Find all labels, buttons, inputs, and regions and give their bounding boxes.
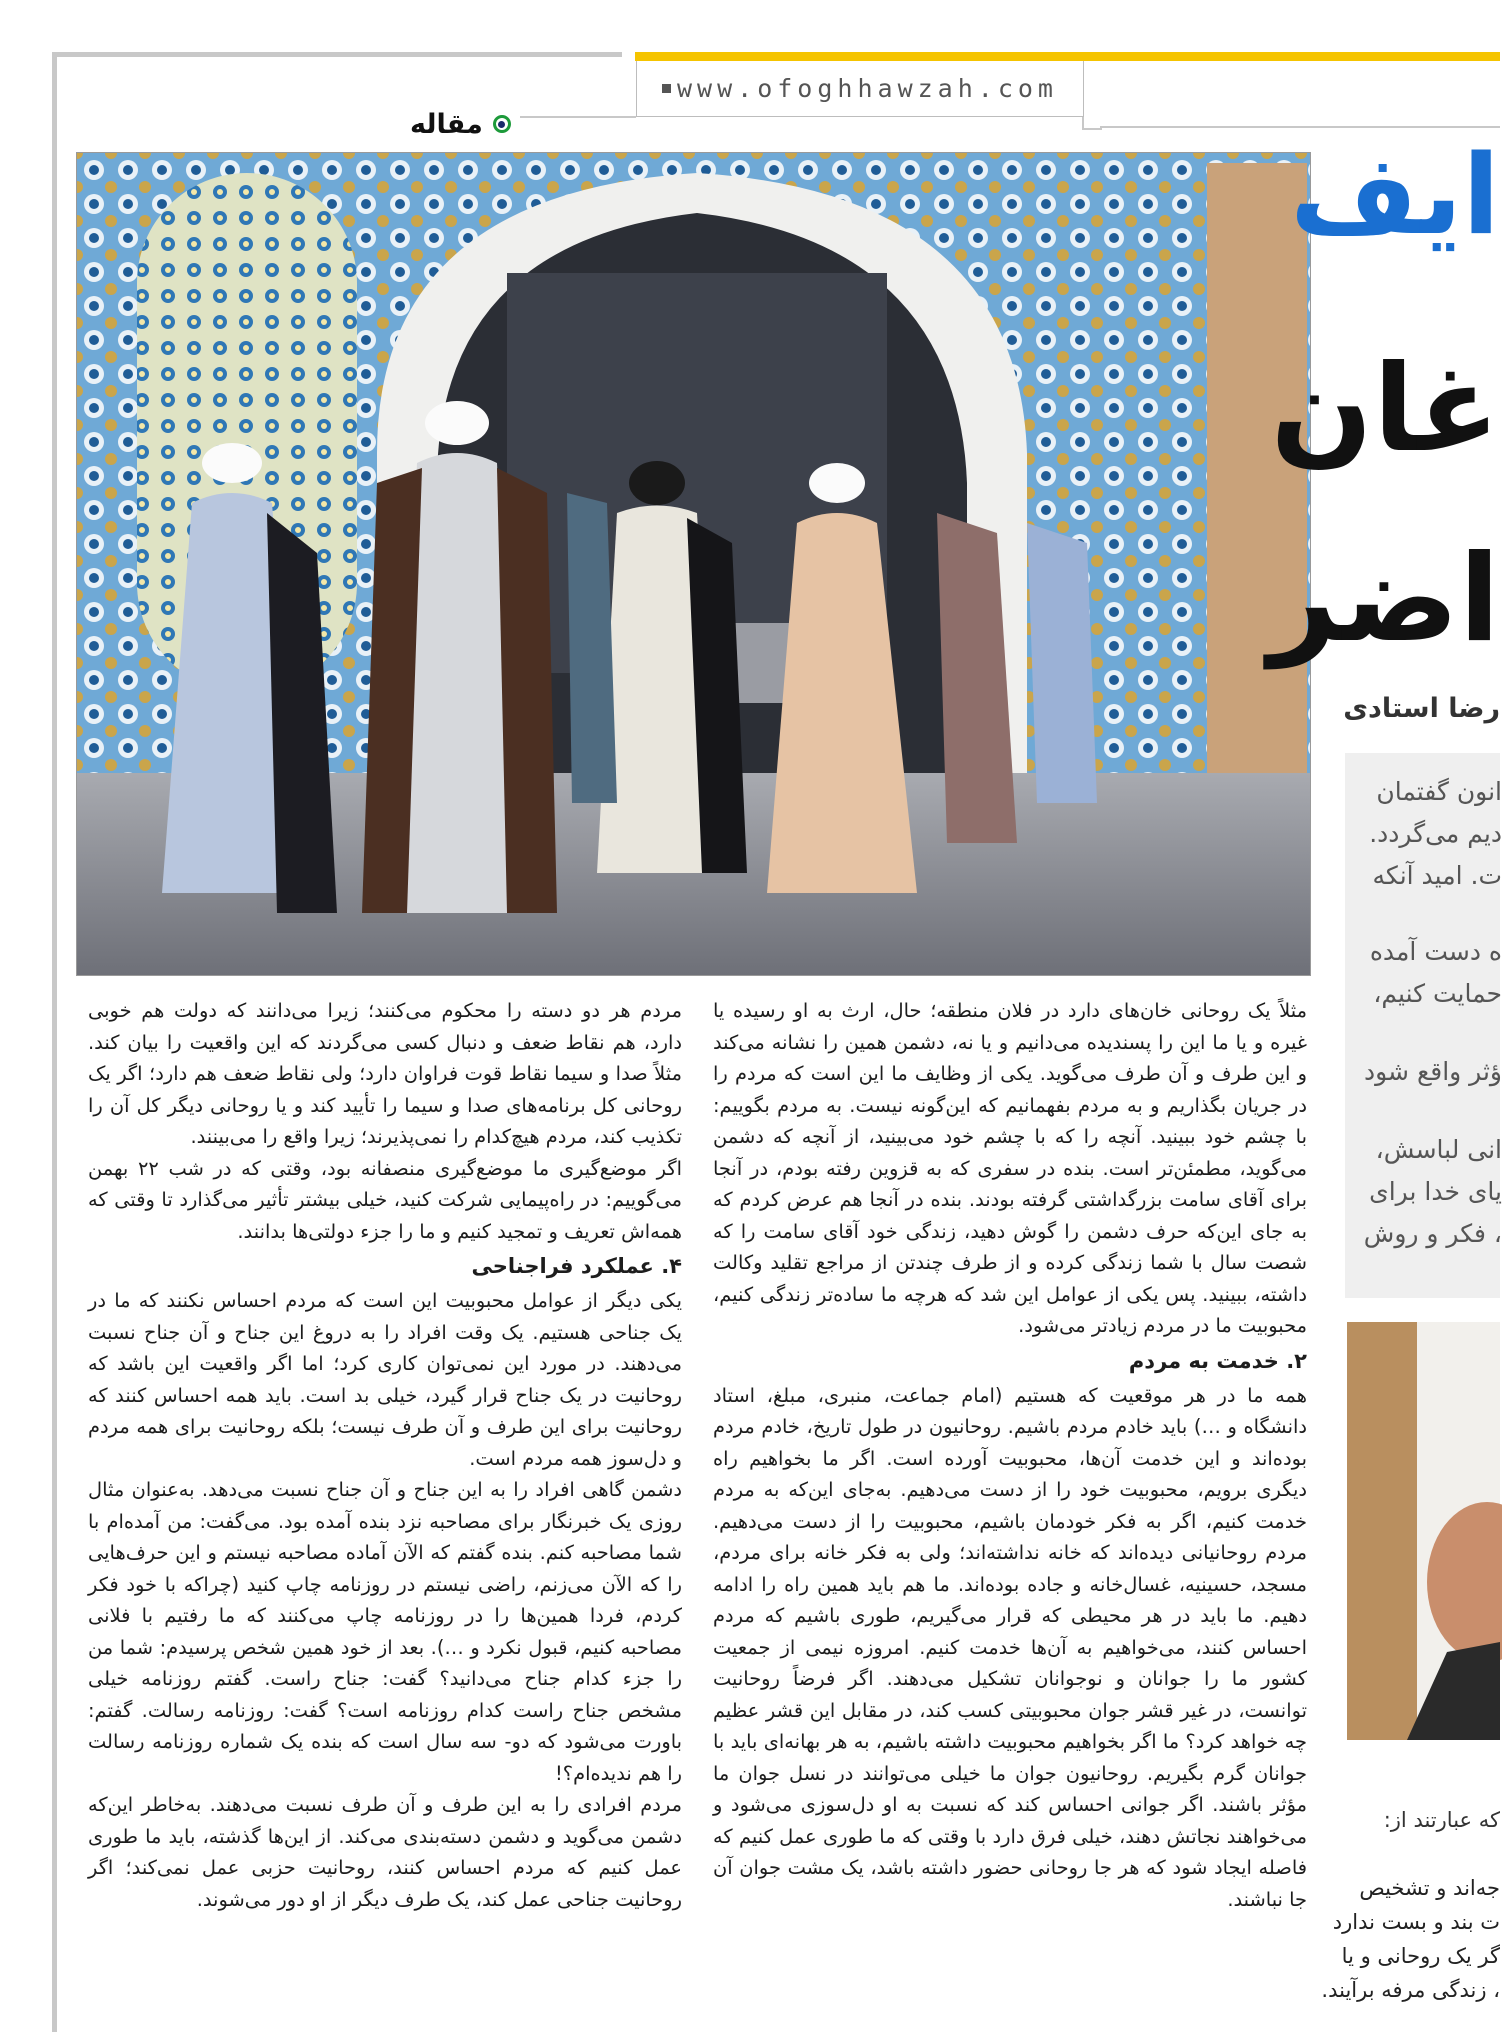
lead-line: انون گفتمان [1376,777,1502,806]
lead-line: حمایت کنیم، [1373,979,1502,1008]
header-rule-left [520,116,636,118]
paragraph: مردم افرادی را به این طرف و آن طرف نسبت می‌دهند. به‌خاطر این‌که دشمن می‌گوید و دشمن دسته‌بندی می‌کند. از این‌ها گذشته، باید ما طوری عمل کنیم که مردم احساس کنند، روحانیت حزبی عمل نمی‌کند؛ اگر روحانیت جناحی عمل کند، یک طرف دیگر از او دور می‌شوند. [88,1793,682,1911]
lead-line: انی لباسش، [1375,1135,1502,1164]
paragraph: مثلاً یک روحانی خان‌های دارد در فلان منطقه؛ حال، ارث به او رسیده یا غیره و یا ما این را پسندیده می‌دانیم و یا نه، دشمن همین را نشانه می‌کند و این طرف و آن طرف می‌گوید. یکی از وظایف ما این است که مردم را در جریان بگذاریم و به مردم بفهمانیم که این‌گونه نیست. به مردم بگوییم: با چشم خود ببینید. آنچه را که با چشم خود می‌بینید، از آنچه که دشمن می‌گوید، مطمئن‌تر است. بنده در سفری که به قزوین رفته بودم، در آنجا برای آقای سامت بزرگداشتی گرفته بودند. بنده در آنجا هم عرض کردم که به جای این‌که حرف دشمن را گوش دهید، زندگی خود آقای سامت را که شصت سال با شما زندگی کرده و از طرف چندتن از مراجع تقلید وکالت داشته، ببینید. پس یکی از عوامل این شد که هرچه ما ساده‌تر زندگی کنیم، محبوبیت ما در مردم زیادتر می‌شود. [713,999,1307,1337]
site-url: www.ofoghhawzah.com [677,74,1058,103]
header-rule-right [1100,126,1500,128]
headline-line-3: اضر [1268,530,1500,669]
paragraph: دشمن گاهی افراد را به این جناح و آن جناح نسبت می‌دهد. به‌عنوان مثال روزی یک خبرنگار برای مصاحبه نزد بنده آمده بود. می‌گفت: من آمده‌ام با شما مصاحبه کنم. بنده گفتم که الآن آماده مصاحبه نیستم و این حرف‌هایی را که الآن می‌زنم، راضی نیستم در روزنامه چاپ کنید (چراکه با خود فکر کردم، فردا همین‌ها را در روزنامه چاپ می‌کنند که ما رفتیم با فلانی مصاحبه کنیم، قبول نکرد و …). بعد از خود همین شخص پرسیدم: شما من را جزء کدام جناح می‌دانید؟ گفت: جناح راست. گفتم روزنامه خیلی مشخص جناح راست کدام روزنامه است؟ گفت: روزنامه رسالت. گفتم: باورت می‌شود که دو- سه سال است که بنده یک شماره روزنامه رسالت را هم ندیده‌ام؟! [88,1478,682,1785]
section-bullet-icon [493,115,511,133]
paragraph: اگر موضع‌گیری ما موضع‌گیری منصفانه بود، وقتی که در شب ۲۲ بهمن می‌گوییم: در راه‌پیمایی شرکت کنید، خیلی بیشتر تأثیر می‌گذارد تا وقتی که همه‌اش تعریف و تمجید کنیم و ما را جزء دولتی‌ها بدانند. [88,1156,682,1243]
frame-top-border [52,52,622,57]
side-line: گر یک روحانی و یا [1341,1944,1500,1968]
side-text [1321,1872,1500,2032]
lead-line: ، فکر و روش [1363,1219,1502,1248]
side-photo [1347,1322,1500,1740]
lead-line: ه دست آمده [1369,937,1502,966]
paragraph: مردم هر دو دسته را محکوم می‌کنند؛ زیرا می‌دانند که دولت هم خوبی دارد، هم نقاط ضعف و دنبال کسی می‌گردند که این واقعیت را بیان کند. مثلاً صدا و سیما نقاط قوت فراوان دارد؛ ولی نقاط ضعف هم دارد؛ اگر یک روحانی کل برنامه‌های صدا و سیما را تأیید کند و یا روحانی دیگر کل آن را تکذیب کند، مردم هیچ‌کدام را نمی‌پذیرند؛ زیرا واقع را می‌بینند. [88,999,682,1148]
paragraph: همه ما در هر موقعیت که هستیم (امام جماعت، منبری، مبلغ، استاد دانشگاه و …) باید خادم مردم باشیم. روحانیون در طول تاریخ، خادم مردم بوده‌اند و این خدمت آن‌ها، محبوبیت آورده است. اگر ما بخواهیم راه دیگری برویم، محبوبیت خود را از دست می‌دهیم. به‌جای این‌که به مردم خدمت کنیم، اگر به فکر خودمان باشیم، محبوبیت را از دست می‌دهیم. مردم روحانیانی دیده‌اند که خانه نداشته‌اند؛ ولی به فکر خانه برای مردم، مسجد، حسینیه، غسال‌خانه و جاده بوده‌اند. ما هم باید همین راه را ادامه دهیم. ما باید در هر محیطی که قرار می‌گیریم، طوری باشیم که مردم احساس کنند، می‌خواهیم به آن‌ها خدمت کنیم. امروزه نیمی از جمعیت کشور ما را جوانان و نوجوانان تشکیل می‌دهند. اگر فرضاً روحانیت توانست، در غیر قشر جوان محبوبیتی کسب کند، در مقابل این قشر عظیم چه خواهد کرد؟ ما اگر بخواهیم محبوبیت داشته باشیم، به هر بهانه‌ای باید با جوانان گرم بگیریم. روحانیون جوان ما خیلی می‌توانند در نسل جوان ما مؤثر باشند. اگر جوانی احساس کند که نسبت به او دل‌سوزی می‌شود و می‌خواهند نجاتش دهند، خیلی فرق دارد با وقتی که ما طوری عمل کنیم که فاصله ایجاد شود که هر جا روحانی حضور داشته باشد، یک مشت جوان آن جا نباشند. [713,1383,1307,1911]
side-line: ، زندگی مرفه برآیند. [1321,1978,1500,2002]
paragraph: یکی دیگر از عوامل محبوبیت این است که مردم احساس نکنند که ما در یک جناحی هستیم. یک وقت افراد را به دروغ این جناح و آن جناح نسبت می‌دهند. در مورد این نمی‌توان کاری کرد؛ اما اگر واقعیت این باشد که روحانیت در یک جناح قرار گیرد، خیلی بد است. باید همه احساس کنند که روحانیت برای این طرف و آن طرف نیست؛ بلکه روحانیت برای همه مردم و دل‌سوز همه مردم است. [88,1289,682,1470]
section-label-text: مقاله [410,108,483,140]
body-column-right [713,995,1307,2032]
lead-line: یای خدا برای [1369,1177,1502,1206]
author-name: رضا استادی [1343,693,1500,724]
url-bullet-icon [662,84,671,93]
header-accent-bar [635,52,1500,61]
lead-line: ؤثر واقع شود [1364,1057,1502,1086]
header-rule-corner [1082,100,1102,130]
frame-left-border [52,52,57,2032]
lead-line: ت. امید آنکه [1372,861,1502,890]
lead-line: دیم می‌گردد. [1369,819,1502,848]
site-url-box [636,61,1084,117]
photo-illustration [77,153,1310,975]
side-line: ت بند و بست ندارد [1332,1910,1500,1934]
headline-line-2: غان [1270,340,1500,479]
headline-line-1: ایف [1289,131,1500,259]
side-line: جه‌اند و تشخیص [1359,1876,1500,1900]
section-label [410,104,511,144]
body-column-left [88,995,682,2032]
side-photo-illustration [1347,1322,1500,1740]
side-caption: که عبارتند از: [1383,1808,1500,1832]
lead-box [1345,753,1500,1298]
article-photo [76,152,1311,976]
subheading-service: ۲. خدمت به مردم [1128,1348,1307,1373]
subheading-nonpartisan: ۴. عملکرد فراجناحی [471,1254,682,1278]
